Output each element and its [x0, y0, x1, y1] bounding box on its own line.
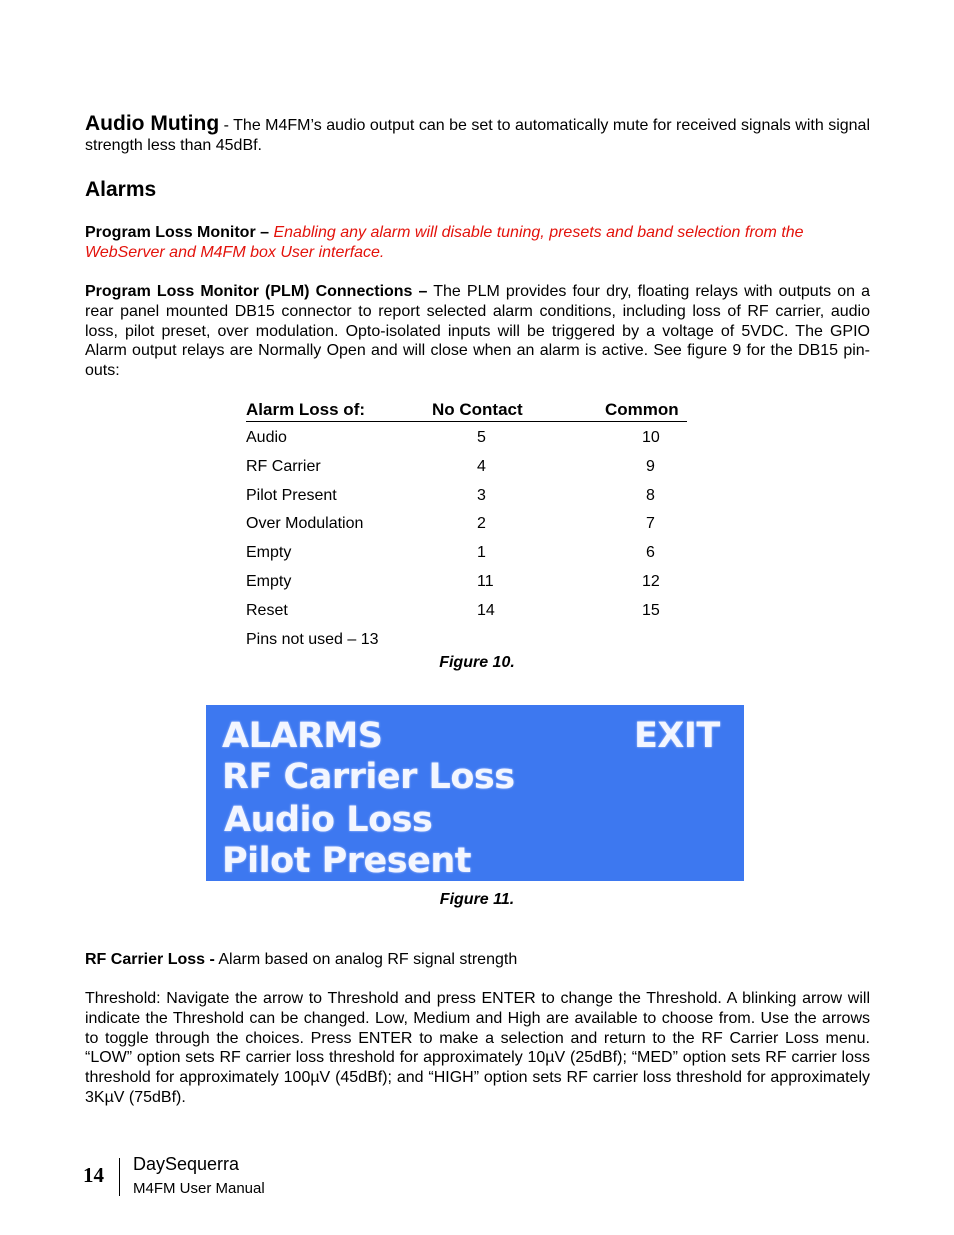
audio-muting-heading: Audio Muting	[85, 112, 220, 135]
common-pin: 12	[642, 572, 660, 590]
common-pin: 7	[646, 515, 655, 533]
lcd-alarms-screen	[206, 705, 744, 881]
figure-10-caption: Figure 10.	[439, 654, 515, 671]
lcd-menu-item-audio-loss: Audio Loss	[224, 800, 433, 840]
table-row	[246, 427, 687, 456]
audio-muting-body: - The M4FM’s audio output can be set to automatically mute for received signals with signal strength less than 45dBf.	[85, 117, 870, 154]
plm-note-warning: Enabling any alarm will disable tuning, presets and band selection from the WebServer and M4FM box User interface.	[85, 224, 804, 261]
footer-brand: DaySequerra	[133, 1154, 240, 1174]
rf-carrier-loss-text: Alarm based on analog RF signal strength	[214, 951, 518, 968]
alarm-name: Reset	[246, 601, 288, 619]
plm-connections-text: The PLM provides four dry, floating relays with outputs on a rear panel mounted DB15 connector to report selected alarm conditions, including loss of RF carrier, audio loss, pilot preset, over modulation. Opto-isolated inputs will be triggered by a voltage of 5VDC. The GPIO Alarm output relays are Normally Open and will close when an alarm is active. See figure 9 for the DB15 pin-outs:	[85, 283, 870, 380]
lcd-menu-item-pilot-present: Pilot Present	[222, 841, 471, 881]
common-pin: 8	[646, 486, 655, 504]
common-pin: 15	[642, 601, 660, 619]
audio-muting-paragraph	[85, 114, 870, 156]
page-number: 14	[83, 1163, 104, 1187]
alarm-name: Over Modulation	[246, 515, 364, 533]
plm-connections-paragraph	[85, 282, 870, 381]
rf-carrier-loss-paragraph	[85, 950, 870, 970]
header-common: Common	[605, 400, 679, 419]
plm-connections-label: Program Loss Monitor (PLM) Connections –	[85, 283, 428, 300]
alarms-heading: Alarms	[85, 178, 157, 201]
alarm-name: Audio	[246, 429, 287, 446]
plm-note-paragraph	[85, 223, 870, 263]
no-contact-pin: 5	[477, 429, 486, 446]
header-alarm-loss: Alarm Loss of:	[246, 400, 366, 419]
table-row	[246, 600, 687, 629]
no-contact-pin: 3	[477, 486, 486, 504]
figure-11-caption: Figure 11.	[439, 891, 515, 908]
table-row	[246, 571, 687, 600]
lcd-title: ALARMS	[222, 716, 383, 756]
threshold-paragraph: Threshold: Navigate the arrow to Threshold and press ENTER to change the Threshold. A blinking arrow will indicate the Threshold can be changed. Low, Medium and High are available to choose from. Use the arrows to toggle through the choices. Press ENTER to make a selection and return to the RF Carrier Loss menu. “LOW” option sets RF carrier loss threshold for approximately 10µV (25dBf); “MED” option sets RF carrier loss threshold for approximately 100µV (45dBf); and “HIGH” option sets RF carrier loss threshold for approximately 3KµV (75dBf).	[85, 990, 870, 1106]
footer-manual-title: M4FM User Manual	[133, 1180, 265, 1197]
plm-note-label: Program Loss Monitor –	[85, 224, 270, 241]
common-pin: 9	[646, 457, 655, 475]
unused-pins-note: Pins not used – 13	[246, 630, 379, 648]
footer-divider	[119, 1158, 120, 1196]
header-no-contact: No Contact	[432, 400, 523, 419]
no-contact-pin: 1	[477, 544, 486, 562]
common-pin: 10	[642, 429, 660, 446]
no-contact-pin: 2	[477, 515, 486, 533]
table-row	[246, 485, 687, 514]
no-contact-pin: 4	[477, 457, 486, 475]
lcd-exit: EXIT	[634, 716, 720, 756]
pin-table	[246, 399, 687, 657]
table-row	[246, 456, 687, 485]
alarm-name: Pilot Present	[246, 486, 337, 504]
alarm-name: Empty	[246, 572, 292, 590]
table-row	[246, 513, 687, 542]
lcd-menu-item-rf-carrier-loss: RF Carrier Loss	[222, 757, 515, 797]
table-row	[246, 542, 687, 571]
no-contact-pin: 11	[477, 572, 494, 590]
no-contact-pin: 14	[477, 601, 495, 619]
rf-carrier-loss-label: RF Carrier Loss -	[85, 951, 215, 968]
pin-table-header	[246, 399, 687, 422]
alarm-name: RF Carrier	[246, 457, 321, 475]
alarm-name: Empty	[246, 544, 292, 562]
common-pin: 6	[646, 544, 655, 562]
